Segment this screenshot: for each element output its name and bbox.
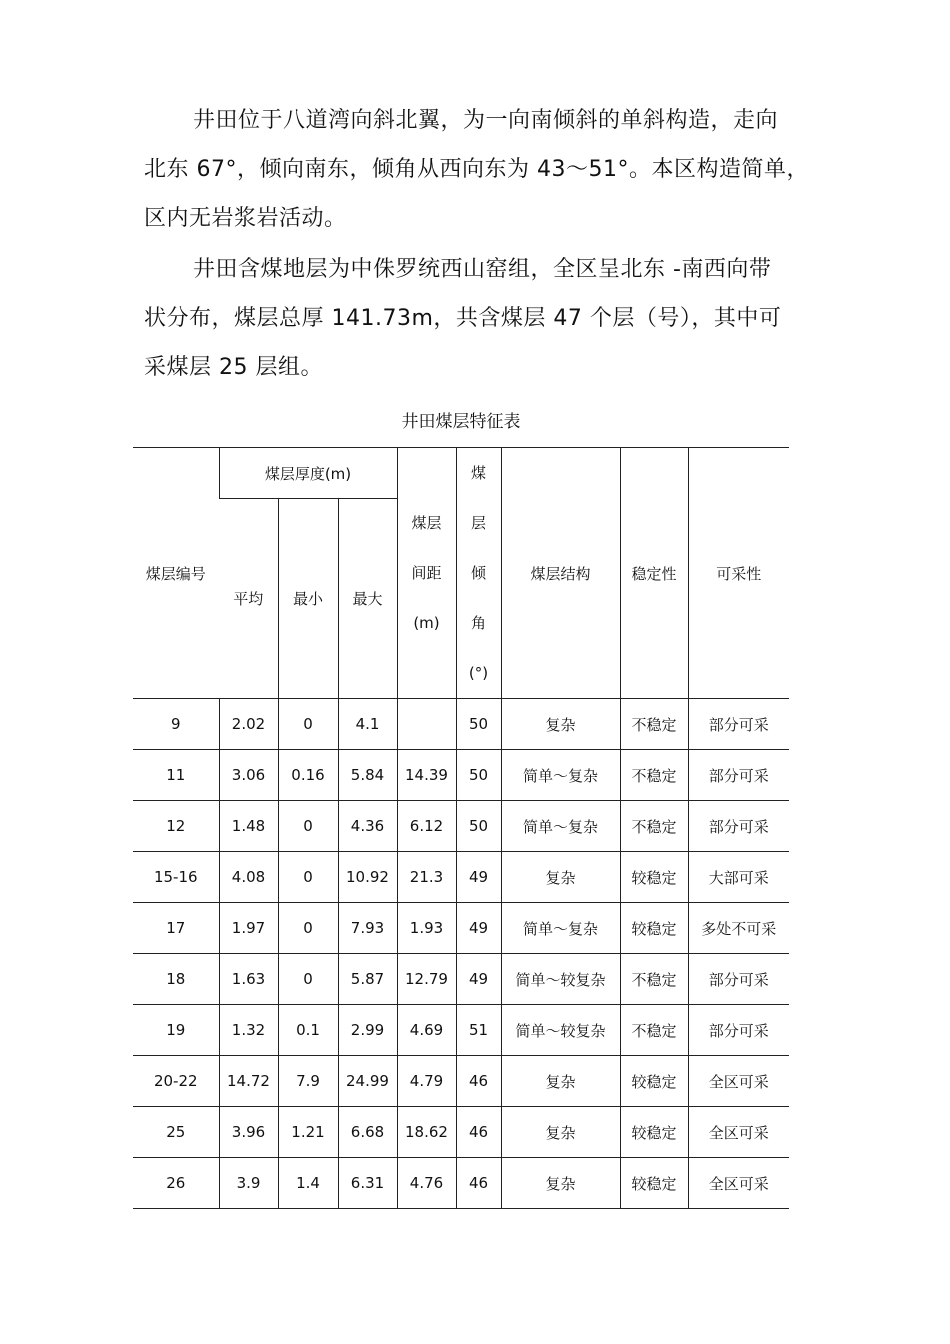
cell-max-thickness: 5.84 bbox=[338, 750, 397, 801]
cell-max-thickness: 10.92 bbox=[338, 852, 397, 903]
cell-seam-spacing: 18.62 bbox=[397, 1107, 456, 1158]
table-row bbox=[133, 1056, 789, 1107]
cell-avg-thickness: 3.06 bbox=[219, 750, 278, 801]
header-spacing bbox=[397, 448, 456, 699]
cell-minability: 部分可采 bbox=[688, 1005, 789, 1056]
table-caption: 井田煤层特征表 bbox=[401, 412, 521, 432]
cell-min-thickness: 0 bbox=[278, 903, 338, 954]
cell-stability: 较稳定 bbox=[620, 852, 688, 903]
cell-avg-thickness: 1.63 bbox=[219, 954, 278, 1005]
header-min: 最小 bbox=[278, 499, 338, 699]
table-row bbox=[133, 1107, 789, 1158]
paragraph-line: 井田含煤地层为中侏罗统西山窑组，全区呈北东 -南西向带 bbox=[193, 257, 772, 282]
table-row bbox=[133, 699, 789, 750]
cell-seam-id: 19 bbox=[133, 1005, 219, 1056]
table-row bbox=[133, 1158, 789, 1209]
cell-dip-angle: 49 bbox=[456, 852, 501, 903]
table-row bbox=[133, 954, 789, 1005]
table-row bbox=[133, 1005, 789, 1056]
cell-structure: 复杂 bbox=[501, 1107, 620, 1158]
paragraph-line: 状分布，煤层总厚 141.73m，共含煤层 47 个层（号），其中可 bbox=[144, 306, 782, 331]
cell-structure: 复杂 bbox=[501, 1056, 620, 1107]
cell-avg-thickness: 2.02 bbox=[219, 699, 278, 750]
cell-dip-angle: 51 bbox=[456, 1005, 501, 1056]
table-body bbox=[133, 699, 789, 1209]
cell-minability: 大部可采 bbox=[688, 852, 789, 903]
header-dip-line: 倾 bbox=[470, 564, 486, 582]
cell-structure: 复杂 bbox=[501, 1158, 620, 1209]
header-thickness-group: 煤层厚度(m) bbox=[219, 448, 397, 499]
cell-structure: 简单～较复杂 bbox=[501, 1005, 620, 1056]
cell-dip-angle: 46 bbox=[456, 1158, 501, 1209]
cell-seam-spacing: 21.3 bbox=[397, 852, 456, 903]
paragraph-line: 区内无岩浆岩活动。 bbox=[144, 206, 347, 231]
cell-avg-thickness: 3.9 bbox=[219, 1158, 278, 1209]
paragraph-line: 采煤层 25 层组。 bbox=[144, 355, 323, 380]
cell-seam-id: 17 bbox=[133, 903, 219, 954]
header-dip-angle bbox=[456, 448, 501, 699]
cell-dip-angle: 50 bbox=[456, 801, 501, 852]
cell-structure: 简单～复杂 bbox=[501, 903, 620, 954]
header-dip-line: 角 bbox=[470, 614, 486, 632]
cell-max-thickness: 5.87 bbox=[338, 954, 397, 1005]
cell-minability: 多处不可采 bbox=[688, 903, 789, 954]
coal-seam-table bbox=[133, 447, 789, 1209]
cell-seam-spacing: 4.76 bbox=[397, 1158, 456, 1209]
cell-max-thickness: 4.1 bbox=[338, 699, 397, 750]
cell-dip-angle: 49 bbox=[456, 903, 501, 954]
cell-stability: 不稳定 bbox=[620, 750, 688, 801]
header-dip-line: 煤 bbox=[470, 464, 486, 482]
cell-dip-angle: 50 bbox=[456, 750, 501, 801]
cell-dip-angle: 50 bbox=[456, 699, 501, 750]
cell-seam-spacing: 4.79 bbox=[397, 1056, 456, 1107]
cell-stability: 不稳定 bbox=[620, 954, 688, 1005]
cell-min-thickness: 0 bbox=[278, 852, 338, 903]
cell-max-thickness: 6.68 bbox=[338, 1107, 397, 1158]
table-row bbox=[133, 903, 789, 954]
cell-dip-angle: 46 bbox=[456, 1056, 501, 1107]
cell-max-thickness: 2.99 bbox=[338, 1005, 397, 1056]
cell-minability: 部分可采 bbox=[688, 954, 789, 1005]
cell-dip-angle: 46 bbox=[456, 1107, 501, 1158]
header-avg: 平均 bbox=[219, 499, 278, 699]
cell-structure: 复杂 bbox=[501, 852, 620, 903]
header-structure: 煤层结构 bbox=[501, 448, 620, 699]
cell-min-thickness: 0.16 bbox=[278, 750, 338, 801]
cell-max-thickness: 24.99 bbox=[338, 1056, 397, 1107]
cell-minability: 全区可采 bbox=[688, 1056, 789, 1107]
cell-max-thickness: 4.36 bbox=[338, 801, 397, 852]
cell-seam-id: 15-16 bbox=[133, 852, 219, 903]
cell-structure: 复杂 bbox=[501, 699, 620, 750]
header-dip-line: (°) bbox=[468, 664, 489, 682]
cell-minability: 部分可采 bbox=[688, 699, 789, 750]
cell-seam-spacing: 1.93 bbox=[397, 903, 456, 954]
cell-stability: 较稳定 bbox=[620, 1056, 688, 1107]
cell-seam-id: 25 bbox=[133, 1107, 219, 1158]
cell-max-thickness: 6.31 bbox=[338, 1158, 397, 1209]
cell-minability: 全区可采 bbox=[688, 1107, 789, 1158]
cell-avg-thickness: 1.97 bbox=[219, 903, 278, 954]
cell-avg-thickness: 1.32 bbox=[219, 1005, 278, 1056]
cell-stability: 较稳定 bbox=[620, 903, 688, 954]
cell-max-thickness: 7.93 bbox=[338, 903, 397, 954]
cell-seam-spacing bbox=[397, 699, 456, 750]
cell-avg-thickness: 3.96 bbox=[219, 1107, 278, 1158]
cell-seam-spacing: 12.79 bbox=[397, 954, 456, 1005]
cell-min-thickness: 1.4 bbox=[278, 1158, 338, 1209]
header-minability: 可采性 bbox=[688, 448, 789, 699]
header-max: 最大 bbox=[338, 499, 397, 699]
header-dip-line: 层 bbox=[470, 514, 486, 532]
cell-min-thickness: 0.1 bbox=[278, 1005, 338, 1056]
paragraph-geology-structure bbox=[144, 96, 809, 243]
cell-stability: 不稳定 bbox=[620, 699, 688, 750]
cell-avg-thickness: 14.72 bbox=[219, 1056, 278, 1107]
header-seam-id: 煤层编号 bbox=[133, 448, 219, 699]
cell-min-thickness: 0 bbox=[278, 954, 338, 1005]
cell-seam-id: 26 bbox=[133, 1158, 219, 1209]
cell-seam-id: 9 bbox=[133, 699, 219, 750]
cell-dip-angle: 49 bbox=[456, 954, 501, 1005]
cell-seam-id: 12 bbox=[133, 801, 219, 852]
header-spacing-line: (m) bbox=[413, 614, 440, 632]
cell-structure: 简单～复杂 bbox=[501, 801, 620, 852]
cell-seam-spacing: 4.69 bbox=[397, 1005, 456, 1056]
cell-min-thickness: 1.21 bbox=[278, 1107, 338, 1158]
cell-seam-spacing: 14.39 bbox=[397, 750, 456, 801]
header-spacing-line: 煤层 bbox=[411, 514, 442, 532]
paragraph-coal-strata bbox=[144, 245, 809, 392]
cell-seam-id: 18 bbox=[133, 954, 219, 1005]
cell-stability: 较稳定 bbox=[620, 1107, 688, 1158]
cell-avg-thickness: 1.48 bbox=[219, 801, 278, 852]
cell-stability: 较稳定 bbox=[620, 1158, 688, 1209]
cell-seam-id: 11 bbox=[133, 750, 219, 801]
cell-minability: 全区可采 bbox=[688, 1158, 789, 1209]
paragraph-line: 北东 67°，倾向南东，倾角从西向东为 43～51°。本区构造简单， bbox=[144, 157, 809, 182]
cell-stability: 不稳定 bbox=[620, 1005, 688, 1056]
cell-stability: 不稳定 bbox=[620, 801, 688, 852]
cell-seam-id: 20-22 bbox=[133, 1056, 219, 1107]
table-row bbox=[133, 852, 789, 903]
cell-avg-thickness: 4.08 bbox=[219, 852, 278, 903]
cell-min-thickness: 0 bbox=[278, 801, 338, 852]
cell-structure: 简单～较复杂 bbox=[501, 954, 620, 1005]
cell-structure: 简单～复杂 bbox=[501, 750, 620, 801]
cell-min-thickness: 0 bbox=[278, 699, 338, 750]
cell-minability: 部分可采 bbox=[688, 750, 789, 801]
table-row bbox=[133, 801, 789, 852]
table-row bbox=[133, 750, 789, 801]
cell-min-thickness: 7.9 bbox=[278, 1056, 338, 1107]
header-stability: 稳定性 bbox=[620, 448, 688, 699]
header-spacing-line: 间距 bbox=[411, 564, 442, 582]
cell-seam-spacing: 6.12 bbox=[397, 801, 456, 852]
paragraph-line: 井田位于八道湾向斜北翼，为一向南倾斜的单斜构造，走向 bbox=[193, 108, 779, 133]
cell-minability: 部分可采 bbox=[688, 801, 789, 852]
